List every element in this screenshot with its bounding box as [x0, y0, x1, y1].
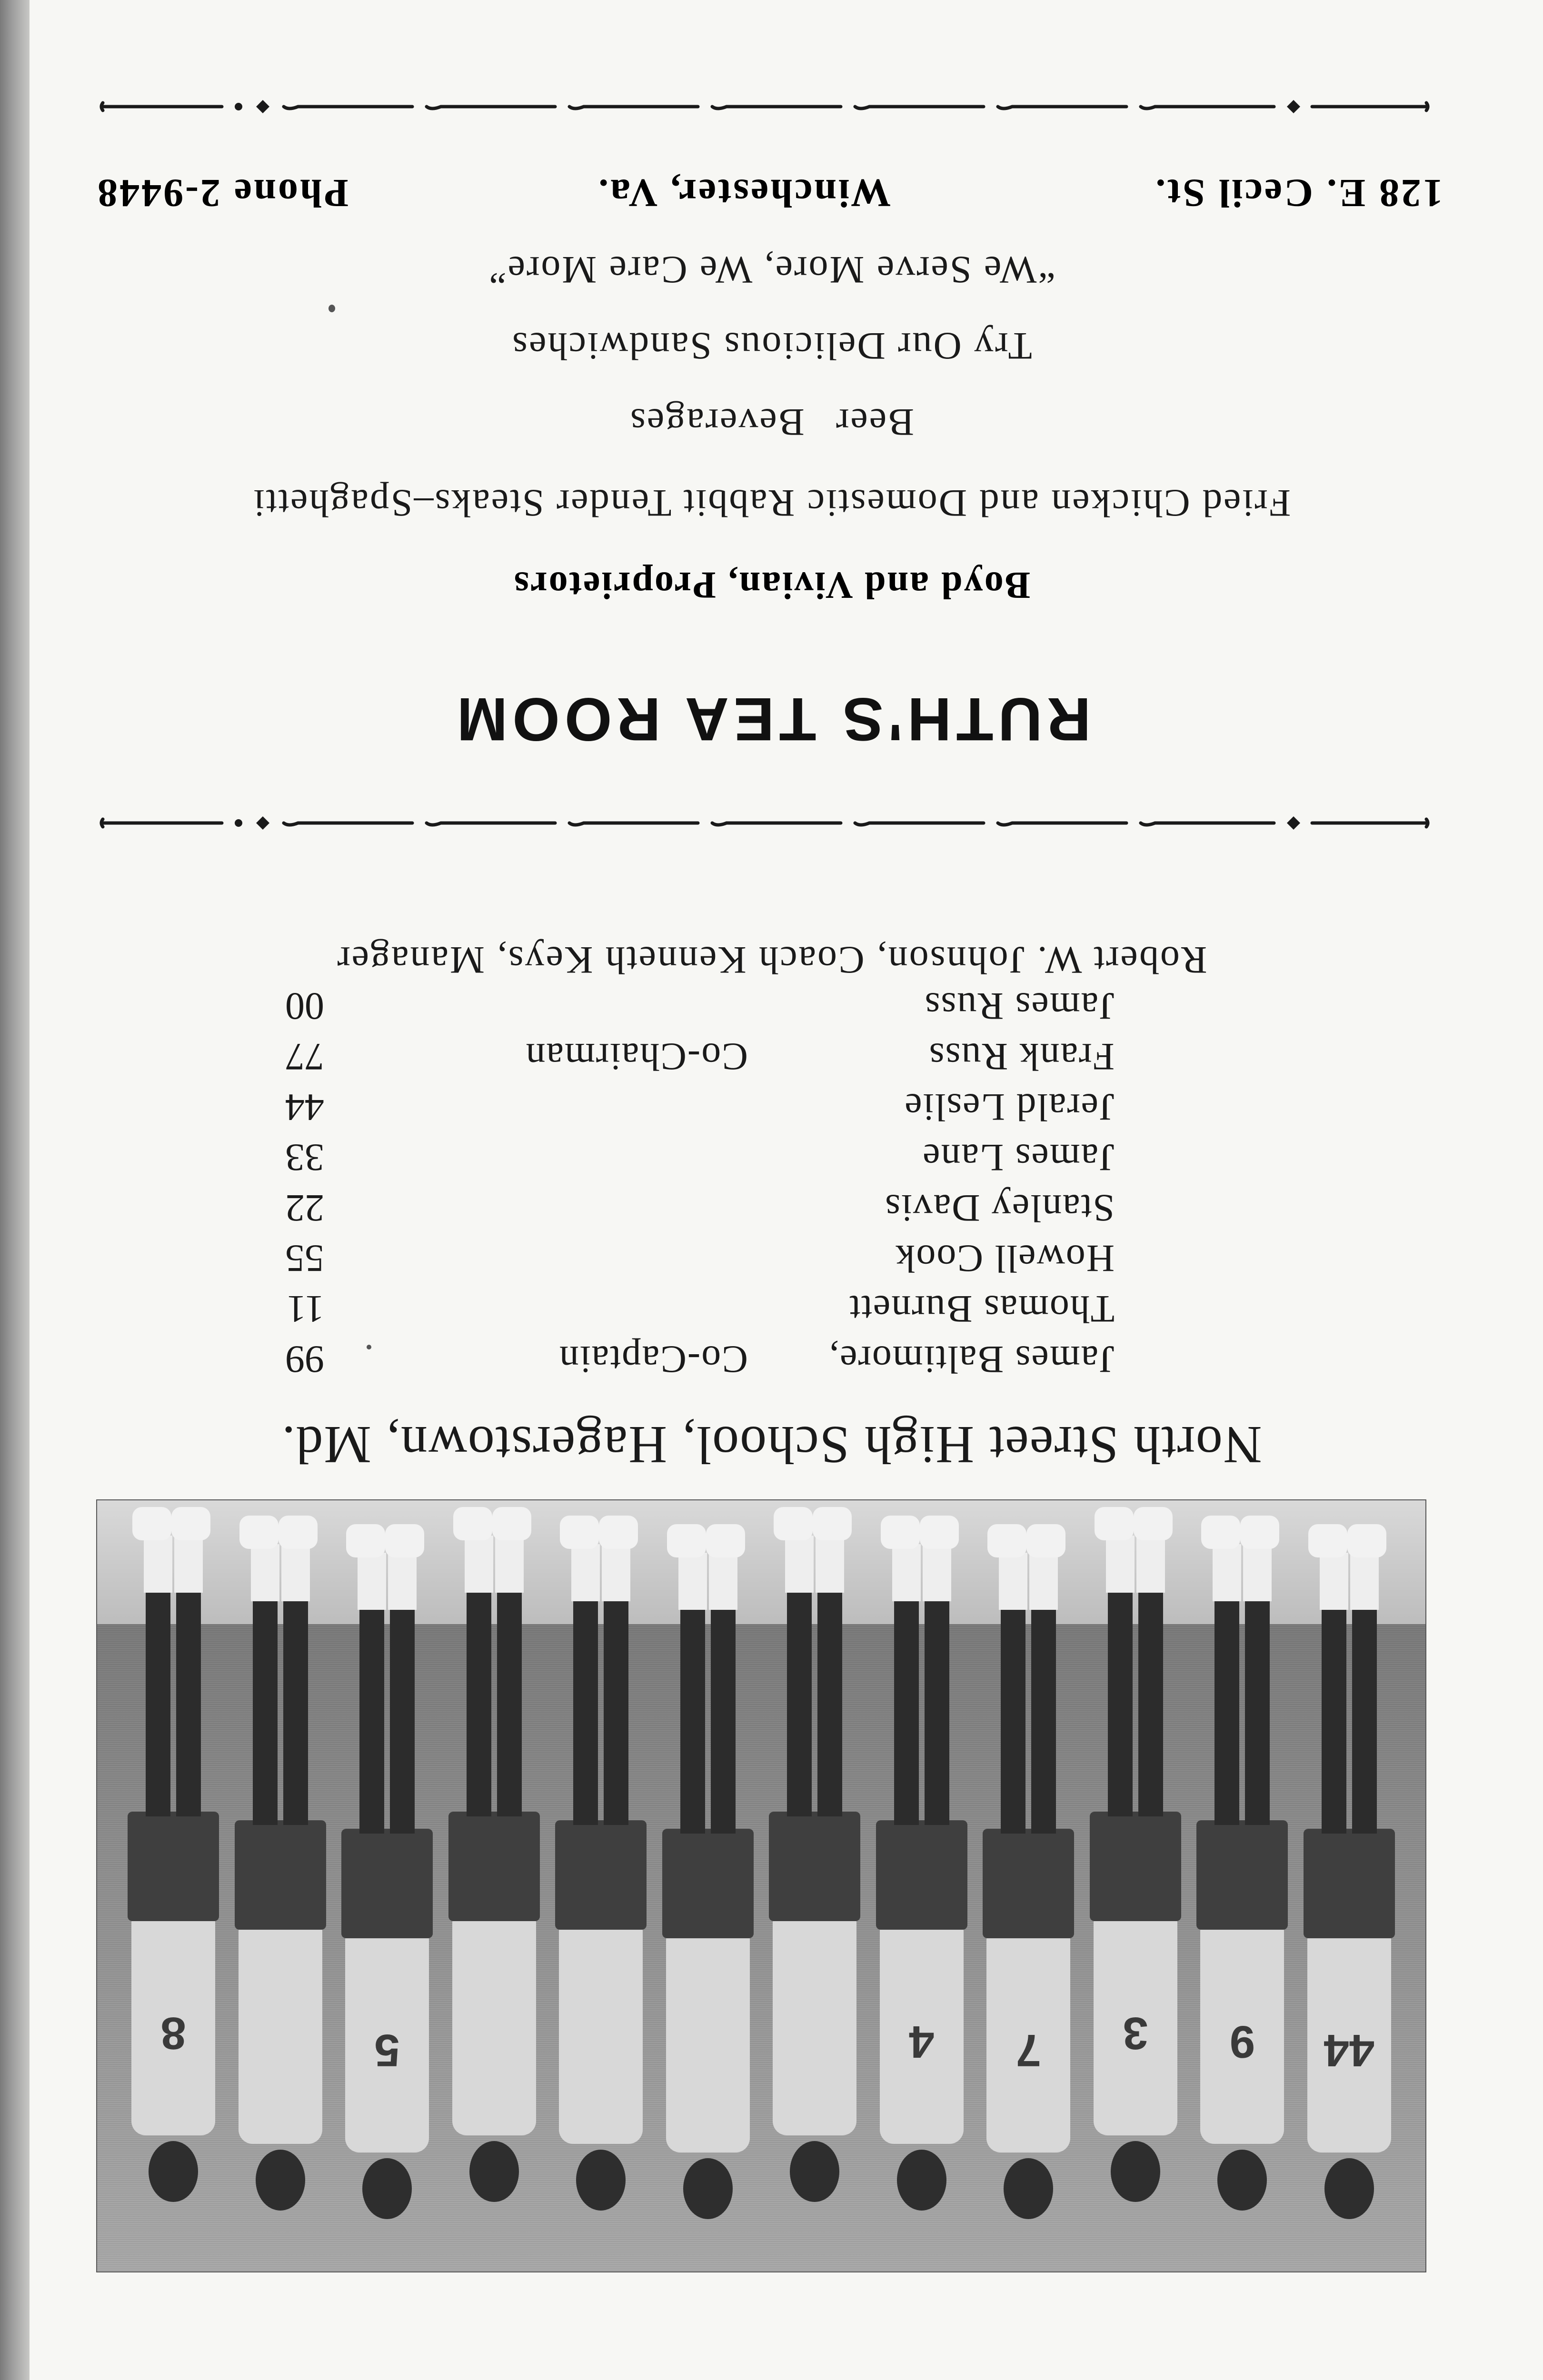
- roster-row: [210, 1082, 1115, 1132]
- ad-slogan: “We Serve More, We Care More”: [488, 248, 1055, 292]
- player-shorts: [128, 1812, 219, 1921]
- coach-manager-line: Robert W. Johnson, Coach Kenneth Keys, Manager: [336, 939, 1207, 982]
- player-leg: [894, 1597, 919, 1825]
- player-shoe: [774, 1507, 813, 1540]
- player-shoe: [1240, 1516, 1279, 1549]
- scan-speck: [329, 305, 335, 312]
- ad-title: RUTH'S TEA ROOM: [452, 685, 1091, 753]
- player-shorts: [1304, 1829, 1395, 1938]
- player-sock: [1106, 1536, 1135, 1593]
- player-shorts: [555, 1820, 647, 1930]
- player-leg: [1031, 1605, 1056, 1834]
- player-shoe: [346, 1524, 385, 1557]
- player-shoe: [1134, 1507, 1173, 1540]
- player-sock: [144, 1536, 172, 1593]
- player-role: Co-Chairman: [525, 1035, 748, 1079]
- player-leg: [253, 1597, 278, 1825]
- player-shorts: [876, 1820, 967, 1930]
- player-shorts: [448, 1812, 540, 1921]
- ad-sandwiches: Try Our Delicious Sandwiches: [511, 325, 1032, 368]
- ad-address: 128 E. Cecil St.: [1154, 171, 1443, 215]
- jersey-number: 7: [1015, 2025, 1042, 2076]
- player-leg: [787, 1588, 812, 1816]
- player-sock: [571, 1544, 600, 1601]
- player-figure: [233, 1511, 328, 2211]
- scan-speck: [367, 1345, 371, 1349]
- player-shoe: [132, 1507, 171, 1540]
- player-sock: [999, 1553, 1027, 1610]
- player-shoe: [1308, 1524, 1347, 1557]
- player-name: James Russ: [924, 985, 1115, 1028]
- player-shoe: [453, 1507, 492, 1540]
- player-leg: [1352, 1605, 1377, 1834]
- player-jersey: [559, 1925, 643, 2144]
- player-sock: [495, 1536, 524, 1593]
- player-figure: [767, 1502, 862, 2202]
- player-shoe: [1095, 1507, 1134, 1540]
- player-role: Co-Captain: [558, 1338, 748, 1381]
- player-name: Frank Russ: [928, 1035, 1115, 1079]
- player-sock: [892, 1544, 921, 1601]
- jersey-number: 8: [160, 2008, 186, 2059]
- ad-phone: Phone 2-9448: [96, 171, 348, 215]
- player-leg: [467, 1588, 491, 1816]
- player-head: [576, 2150, 626, 2211]
- player-figure: [339, 1519, 435, 2219]
- player-sock: [1350, 1553, 1379, 1610]
- player-shoe: [667, 1524, 706, 1557]
- player-shoe: [987, 1524, 1026, 1557]
- player-shoe: [813, 1507, 852, 1540]
- player-leg: [1001, 1605, 1025, 1834]
- player-shoe: [1026, 1524, 1065, 1557]
- player-figure: [126, 1502, 221, 2202]
- player-name: Jerald Leslie: [904, 1086, 1115, 1129]
- player-number: 44: [285, 1086, 324, 1129]
- player-leg: [1108, 1588, 1133, 1816]
- player-figure: [660, 1519, 756, 2219]
- player-figure: [1088, 1502, 1183, 2202]
- ornamental-divider: [98, 92, 1431, 121]
- player-sock: [923, 1544, 951, 1601]
- player-leg: [390, 1605, 415, 1834]
- player-sock: [785, 1536, 814, 1593]
- player-figure: [874, 1511, 969, 2211]
- player-shorts: [235, 1820, 326, 1930]
- ad-city: Winchester, Va.: [597, 171, 891, 215]
- player-head: [362, 2158, 412, 2219]
- player-head: [149, 2141, 198, 2202]
- player-leg: [497, 1588, 522, 1816]
- player-sock: [388, 1553, 417, 1610]
- player-sock: [251, 1544, 279, 1601]
- player-sock: [709, 1553, 737, 1610]
- player-name: James Baltimore,: [828, 1338, 1115, 1381]
- player-name: James Lane: [922, 1136, 1115, 1180]
- player-leg: [573, 1597, 598, 1825]
- player-shoe: [881, 1516, 920, 1549]
- roster-row: [210, 1334, 1115, 1385]
- player-sock: [174, 1536, 203, 1593]
- roster-list: [210, 981, 1115, 1385]
- player-head: [256, 2150, 305, 2211]
- player-leg: [817, 1588, 842, 1816]
- player-number: 22: [285, 1187, 324, 1230]
- player-figure: [1195, 1511, 1290, 2211]
- player-shoe: [279, 1516, 318, 1549]
- player-shoe: [599, 1516, 638, 1549]
- player-shoe: [385, 1524, 424, 1557]
- player-shorts: [769, 1812, 860, 1921]
- player-sock: [1243, 1544, 1272, 1601]
- player-leg: [604, 1597, 628, 1825]
- player-shoe: [492, 1507, 531, 1540]
- player-shorts: [983, 1829, 1074, 1938]
- roster-row: [210, 1132, 1115, 1183]
- player-jersey: [773, 1916, 856, 2135]
- player-name: Thomas Burnett: [848, 1288, 1115, 1331]
- school-title: North Street High School, Hagerstown, Md.: [281, 1415, 1262, 1474]
- player-leg: [359, 1605, 384, 1834]
- player-shoe: [1201, 1516, 1240, 1549]
- roster-row: [210, 1183, 1115, 1233]
- player-row: [126, 1519, 1397, 2219]
- player-shoe: [706, 1524, 745, 1557]
- jersey-number: 44: [1324, 2025, 1375, 2076]
- player-sock: [1136, 1536, 1165, 1593]
- player-shorts: [662, 1829, 754, 1938]
- roster-row: [210, 1031, 1115, 1082]
- player-head: [683, 2158, 733, 2219]
- player-figure: [981, 1519, 1076, 2219]
- player-leg: [1214, 1597, 1239, 1825]
- player-name: Howell Cook: [895, 1237, 1115, 1280]
- roster-row: [210, 1233, 1115, 1284]
- player-head: [790, 2141, 839, 2202]
- player-shorts: [1196, 1820, 1288, 1930]
- player-leg: [1138, 1588, 1163, 1816]
- player-leg: [680, 1605, 705, 1834]
- player-leg: [176, 1588, 201, 1816]
- player-head: [1324, 2158, 1374, 2219]
- player-shoe: [1347, 1524, 1386, 1557]
- player-head: [897, 2150, 946, 2211]
- player-leg: [283, 1597, 308, 1825]
- player-number: 77: [285, 1035, 324, 1079]
- player-sock: [1029, 1553, 1058, 1610]
- player-head: [1004, 2158, 1053, 2219]
- player-jersey: [666, 1934, 750, 2152]
- player-figure: [447, 1502, 542, 2202]
- player-sock: [678, 1553, 707, 1610]
- jersey-number: 3: [1123, 2008, 1148, 2059]
- player-shoe: [560, 1516, 599, 1549]
- player-head: [1111, 2141, 1160, 2202]
- player-number: 99: [285, 1338, 324, 1381]
- player-sock: [281, 1544, 310, 1601]
- player-jersey: [239, 1925, 322, 2144]
- player-sock: [1320, 1553, 1348, 1610]
- jersey-number: 5: [374, 2025, 400, 2076]
- ad-proprietors: Boyd and Vivian, Proprietors: [512, 564, 1031, 606]
- player-shoe: [920, 1516, 959, 1549]
- player-head: [469, 2141, 519, 2202]
- player-leg: [1322, 1605, 1346, 1834]
- player-leg: [925, 1597, 949, 1825]
- player-shoe: [171, 1507, 210, 1540]
- player-figure: [553, 1511, 648, 2211]
- player-shorts: [341, 1829, 433, 1938]
- player-name: Stanley Davis: [884, 1187, 1115, 1230]
- ad-menu: Fried Chicken and Domestic Rabbit Tender Steaks–Spaghetti: [252, 482, 1291, 525]
- roster-row: [210, 1284, 1115, 1334]
- player-shorts: [1090, 1812, 1181, 1921]
- player-number: 11: [287, 1288, 324, 1331]
- player-leg: [711, 1605, 736, 1834]
- player-shoe: [239, 1516, 279, 1549]
- player-sock: [358, 1553, 386, 1610]
- player-leg: [146, 1588, 170, 1816]
- ad-beverages: Beer Beverages: [629, 401, 914, 444]
- player-sock: [816, 1536, 844, 1593]
- player-sock: [1213, 1544, 1241, 1601]
- player-sock: [602, 1544, 630, 1601]
- player-figure: [1302, 1519, 1397, 2219]
- player-number: 33: [285, 1136, 324, 1180]
- jersey-number: 4: [909, 2016, 935, 2067]
- ornamental-divider: [98, 809, 1431, 837]
- jersey-number: 9: [1229, 2016, 1255, 2067]
- team-photo: [96, 1499, 1426, 2272]
- player-number: 00: [285, 985, 324, 1028]
- player-leg: [1245, 1597, 1270, 1825]
- player-sock: [465, 1536, 493, 1593]
- player-number: 55: [285, 1237, 324, 1280]
- player-jersey: [452, 1916, 536, 2135]
- roster-row: [210, 981, 1115, 1031]
- player-head: [1217, 2150, 1267, 2211]
